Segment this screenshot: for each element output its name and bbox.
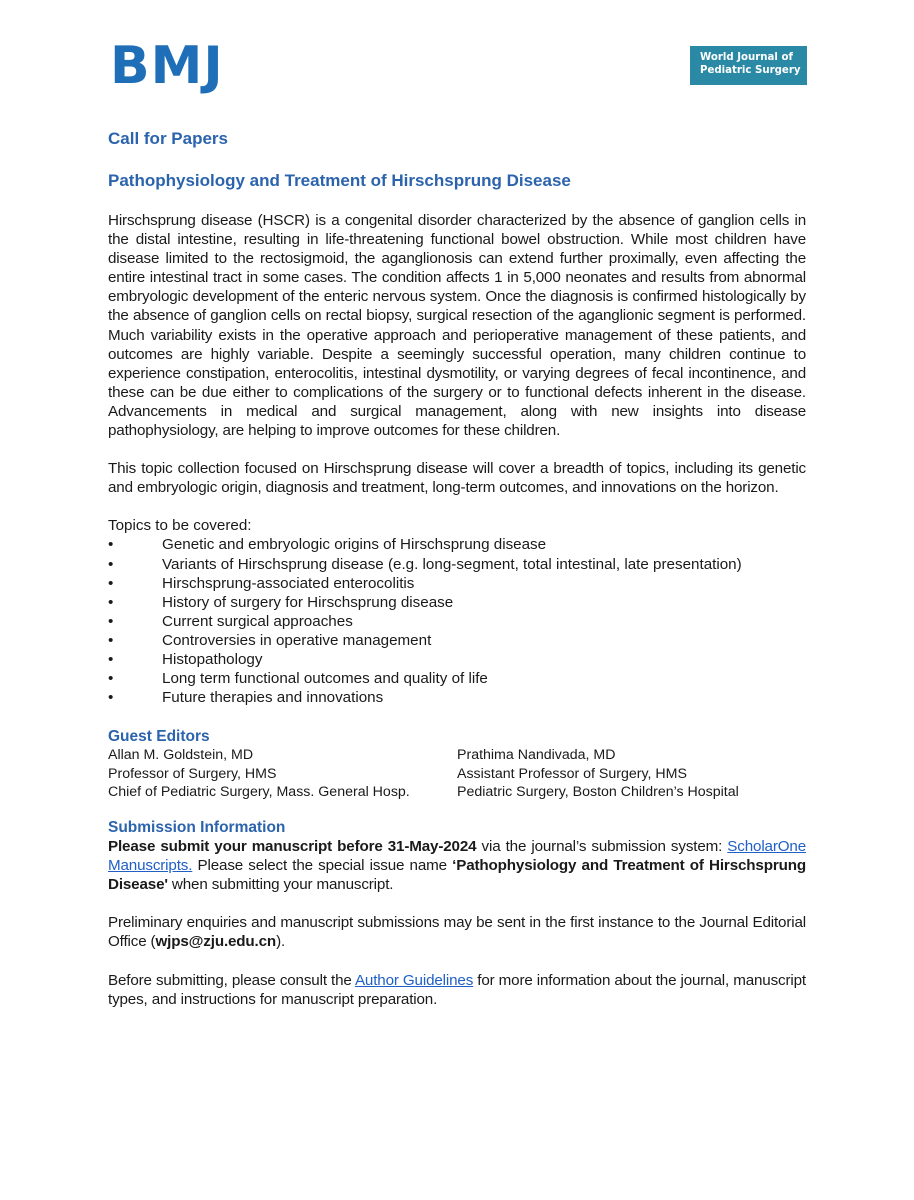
topics-section [108,516,806,707]
enquiries-tail: ). [276,933,286,951]
journal-logo-badge [690,46,807,85]
journal-name-line-1: World Journal of [700,52,793,63]
enquiries-text: Preliminary enquiries and manuscript submissions may be sent in the first instance to the Journal Editorial Office ( [108,914,806,951]
topic-item [108,688,806,707]
topic-item [108,669,806,688]
bmj-logo: BMJ [110,36,224,96]
journal-name-line-2: Pediatric Surgery [700,64,801,76]
topic-item [108,612,806,631]
editor-card [457,746,806,802]
topic-item [108,650,806,669]
topic-text: History of surgery for Hirschsprung disease [162,593,454,611]
topic-text: Long term functional outcomes and quality of life [162,670,488,688]
guest-editors-list [108,746,806,802]
submission-heading: Submission Information [108,819,286,837]
bullet-icon: • [108,555,114,573]
select-text: Please select the special issue name [192,857,453,875]
editorial-email[interactable]: wjps@zju.edu.cn [155,933,277,951]
editor-affiliation: Pediatric Surgery, Boston Children’s Hospital [457,784,739,801]
guidelines-paragraph [108,971,806,1009]
bullet-icon: • [108,612,114,630]
deadline-rest-text: via the journal’s submission system: [476,838,728,856]
bullet-icon: • [108,536,114,554]
guidelines-pre-text: Before submitting, please consult the [108,971,355,989]
guest-editors-heading: Guest Editors [108,728,210,746]
enquiries-paragraph [108,913,806,951]
document-title: Pathophysiology and Treatment of Hirschsprung Disease [108,171,571,190]
topic-item [108,631,806,650]
topic-item [108,555,806,574]
topics-list [108,535,806,707]
topic-text: Histopathology [162,650,263,668]
document-body [108,128,806,1009]
deadline-text: Please submit your manuscript before 31-May-2024 [108,838,477,856]
bullet-icon: • [108,689,114,707]
bullet-icon: • [108,593,114,611]
author-guidelines-link[interactable]: Author Guidelines [354,971,474,989]
intro-paragraph: Hirschsprung disease (HSCR) is a congenital disorder characterized by the absence of ganglion cells in the distal intestine, resulting in life-threatening functional bowel obstruction. While most children have disease limited to the rectosigmoid, the aganglionosis can extend further proximally, even affecting the entire intestinal tract in some cases. The condition affects 1 in 5,000 neonates and results from abnormal embryologic development of the enteric nervous system. Once the diagnosis is confirmed histologically by the absence of ganglion cells on rectal biopsy, surgical resection of the aganglionic segment is performed. Much variability exists in the operative approach and perioperative management of these patients, and outcomes are highly variable. Despite a seemingly successful operation, many children continue to experience constipation, enterocolitis, intestinal dysmotility, or varying degrees of fecal incontinence, and these can be due either to complications of the surgery or to functional defects inherent in the disease. Advancements in medical and surgical management, along with new insights into disease pathophysiology, are helping to improve outcomes for these children. [108,212,806,440]
editor-card [108,746,457,802]
topic-item [108,574,806,593]
topic-text: Controversies in operative management [162,631,432,649]
topics-heading: Topics to be covered: [108,517,252,535]
collection-paragraph: This topic collection focused on Hirschsprung disease will cover a breadth of topics, including its genetic and embryologic origin, diagnosis and treatment, long-term outcomes, and innovations on the horizon. [108,460,806,497]
scholarone-link[interactable]: ScholarOne Manuscripts. [108,838,806,875]
topic-text: Variants of Hirschsprung disease (e.g. long-segment, total intestinal, late presentation) [162,555,742,573]
topic-item [108,535,806,554]
submission-section [108,819,806,1009]
topic-text: Genetic and embryologic origins of Hirschsprung disease [162,536,547,554]
editor-title: Professor of Surgery, HMS [108,765,277,782]
editor-name: Allan M. Goldstein, MD [108,747,254,764]
bullet-icon: • [108,650,114,668]
bullet-icon: • [108,670,114,688]
topic-item [108,593,806,612]
call-for-papers-heading: Call for Papers [108,129,228,148]
submission-deadline-paragraph [108,837,806,894]
editor-name: Prathima Nandivada, MD [457,747,616,764]
guidelines-post-text: for more information about the journal, manuscript types, and instructions for manuscript preparation. [108,971,806,1008]
editor-affiliation: Chief of Pediatric Surgery, Mass. General Hosp. [108,784,410,801]
bullet-icon: • [108,631,114,649]
select-tail-text: when submitting your manuscript. [167,876,394,894]
issue-name: ‘Pathophysiology and Treatment of Hirschsprung Disease' [108,857,806,894]
editor-title: Assistant Professor of Surgery, HMS [457,765,687,782]
bullet-icon: • [108,574,114,592]
topic-text: Future therapies and innovations [162,689,384,707]
topic-text: Hirschsprung-associated enterocolitis [162,574,415,592]
topic-text: Current surgical approaches [162,612,353,630]
